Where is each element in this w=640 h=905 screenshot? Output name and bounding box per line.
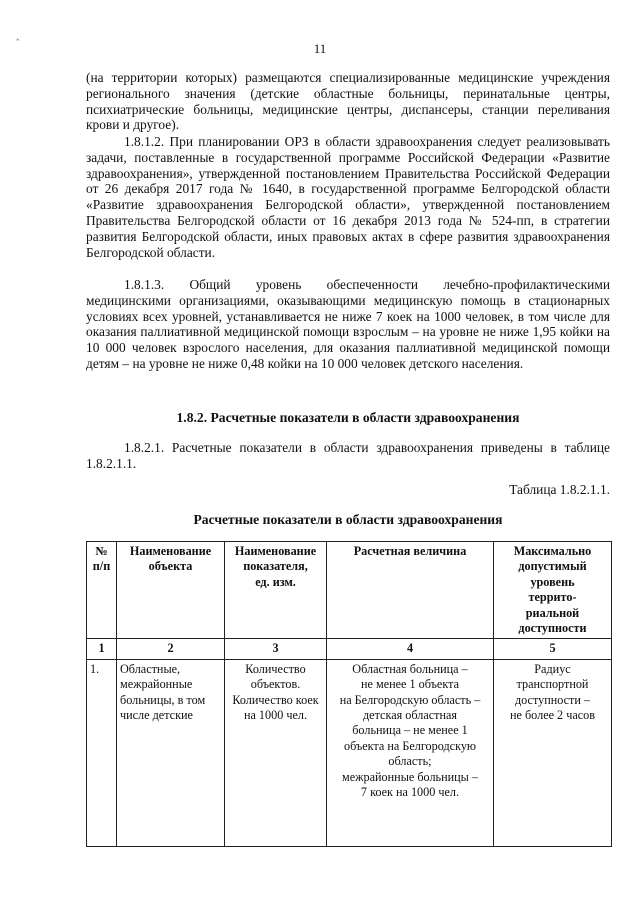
paragraph-1-8-1-3: 1.8.1.3. Общий уровень обеспеченности лечебно-профилактическими медицинскими организациями, оказывающими медицинскую помощь в стационарных условиях всех уровней, устанавливается не ниже 7 коек на 1000 человек, в том числе для оказания паллиативной медицинской помощи взрослым – на уровне не ниже 1,95 койки на 10 000 человек взрослого населения, для оказания паллиативной медицинской помощи детям – на уровне не ниже 0,48 койки на 10 000 человек детского населения. (86, 277, 610, 371)
paragraph-1-8-1-3-block (86, 277, 610, 372)
paragraph-1: (на территории которых) размещаются специализированные медицинские учреждения регионального значения (детские областные больницы, перинатальные центры, психиатрические больницы, медицинские центры, диспансеры, станции переливания крови и другое). (86, 70, 610, 133)
table-header-row (87, 542, 612, 639)
scan-mark: ‸ (16, 30, 20, 41)
paragraph-1-8-1-2: 1.8.1.2. При планировании ОРЗ в области здравоохранения следует реализовывать задачи, поставленные в государственной программе Российской Федерации «Развитие здравоохранения», утвержденной постановлением Правительства Российской Федерации от 26 декабря 2017 года № 1640, в государственной программе Белгородской области «Развитие здравоохранения Белгородской области», утвержденной постановлением Правительства Белгородской области от 16 декабря 2013 года № 524-пп, в стратегии развития Белгородской области, иных правовых актах в сфере развития здравоохранения Белгородской области. (86, 134, 610, 260)
numbering-cell: 3 (225, 639, 327, 659)
header-object: Наименование объекта (117, 542, 225, 639)
row-number: 1. (87, 659, 117, 846)
paragraph-1-8-1-2-block (86, 134, 610, 260)
numbering-cell: 2 (117, 639, 225, 659)
table-title: Расчетные показатели в области здравоохранения (193, 512, 503, 527)
row-object: Областные, межрайонные больницы, в том числе детские (117, 659, 225, 846)
row-access: Радиус транспортной доступности – не более 2 часов (494, 659, 612, 846)
indicators-table (86, 541, 612, 847)
table-caption: Таблица 1.8.2.1.1. (509, 482, 610, 497)
header-value: Расчетная величина (327, 542, 494, 639)
numbering-cell: 1 (87, 639, 117, 659)
section-paragraph: 1.8.2.1. Расчетные показатели в области здравоохранения приведены в таблице 1.8.2.1.1. (86, 440, 610, 471)
table-numbering-row (87, 639, 612, 659)
header-indicator: Наименование показателя, ед. изм. (225, 542, 327, 639)
section-paragraph-block (86, 440, 610, 472)
table-row (87, 659, 612, 846)
section-heading: 1.8.2. Расчетные показатели в области здравоохранения (176, 410, 520, 425)
header-number: № п/п (87, 542, 117, 639)
header-access: Максимально допустимый уровень террито- риальной доступности (494, 542, 612, 639)
page-number: 11 (313, 41, 327, 56)
numbering-cell: 4 (327, 639, 494, 659)
numbering-cell: 5 (494, 639, 612, 659)
row-indicator: Количество объектов. Количество коек на 1000 чел. (225, 659, 327, 846)
row-value: Областная больница – не менее 1 объекта на Белгородскую область – детская областная больница – не менее 1 объекта на Белгородскую область; межрайонные больницы – 7 коек на 1000 чел. (327, 659, 494, 846)
paragraph-continuation (86, 70, 610, 133)
